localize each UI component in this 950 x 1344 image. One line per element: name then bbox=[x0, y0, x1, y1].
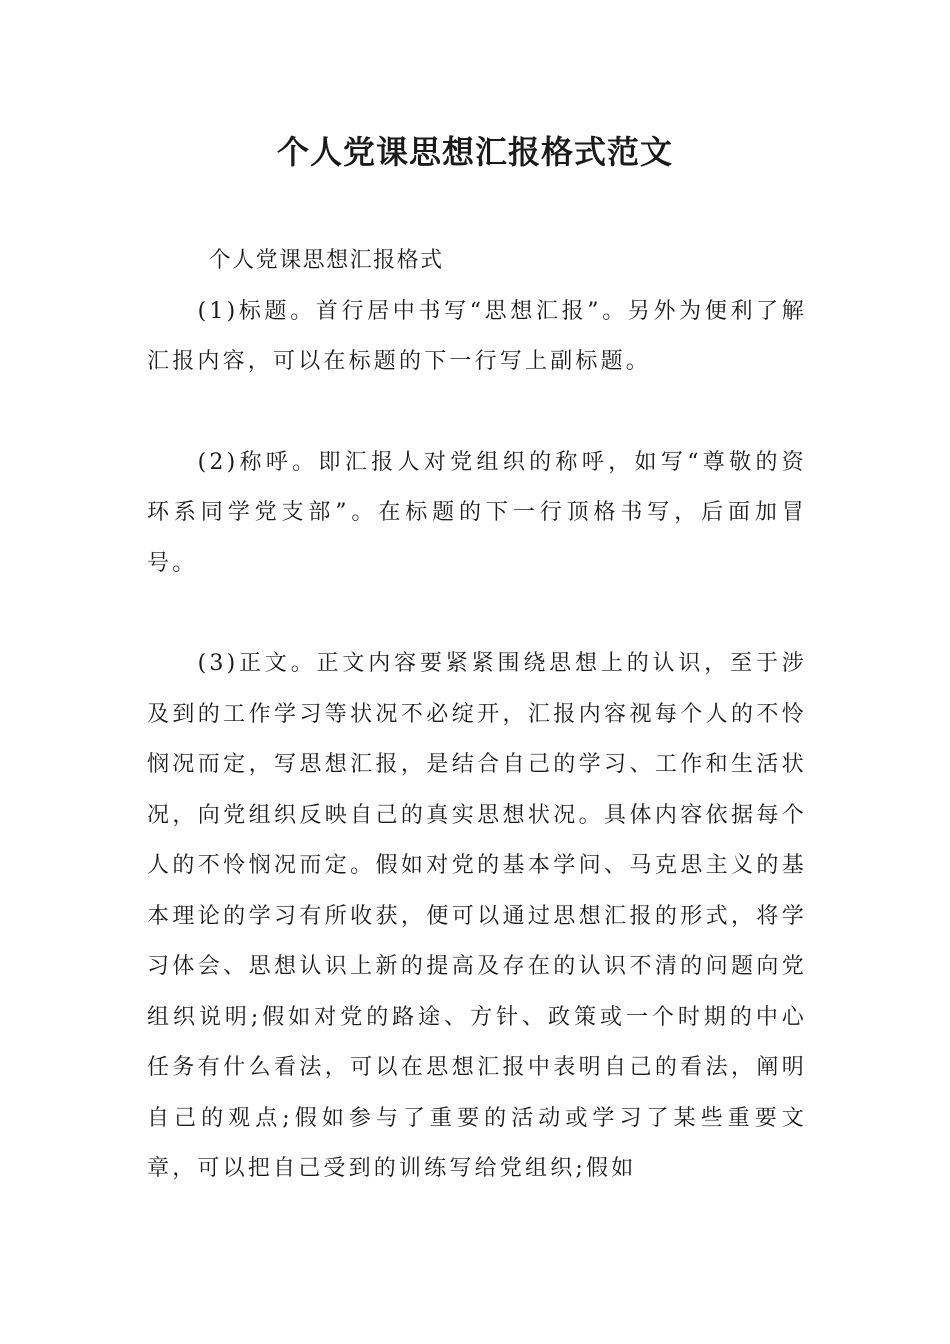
paragraph-salutation-format: (2)称呼。即汇报人对党组织的称呼，如写“尊敬的资环系同学党支部”。在标题的下一行顶格书写，后面加冒号。 bbox=[147, 449, 807, 576]
subheading: 个人党课思想汇报格式 bbox=[208, 248, 444, 273]
paragraph-body-format: (3)正文。正文内容要紧紧围绕思想上的认识，至于涉及到的工作学习等状况不必绽开，汇报内容视每个人的不怜悯况而定，写思想汇报，是结合自己的学习、工作和生活状况，向党组织反映自己的真实思想状况。具体内容依据每个人的不怜悯况而定。假如对党的基本学问、马克思主义的基本理论的学习有所收获，便可以通过思想汇报的形式，将学习体会、思想认识上新的提高及存在的认识不清的问题向党组织说明;假如对党的路途、方针、政策或一个时期的中心任务有什么看法，可以在思想汇报中表明自己的看法，阐明自己的观点;假如参与了重要的活动或学习了某些重要文章，可以把自己受到的训练写给党组织;假如 bbox=[147, 651, 807, 1181]
document-body bbox=[147, 236, 807, 1195]
document-title: 个人党课思想汇报格式范文 bbox=[276, 133, 673, 171]
paragraph-title-format: (1)标题。首行居中书写“思想汇报”。另外为便利了解汇报内容，可以在标题的下一行写上副标题。 bbox=[147, 298, 807, 374]
